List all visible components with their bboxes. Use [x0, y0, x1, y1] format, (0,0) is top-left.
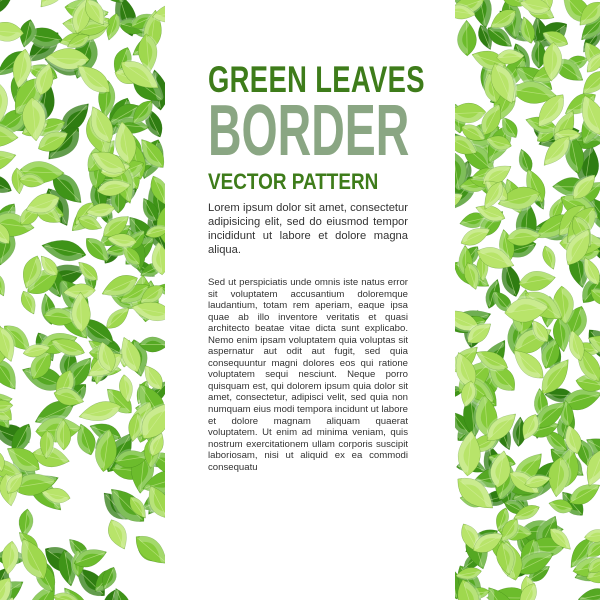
leaf-icon	[577, 586, 600, 600]
leaf-icon	[0, 269, 9, 298]
title-green-leaves: GREEN LEAVES	[208, 59, 425, 100]
leaf-icon	[457, 20, 477, 56]
body-paragraph: Sed ut perspiciatis unde omnis iste natus error sit voluptatem accusantium doloremque laudantium, totam rem aperiam, eaque ipsa quae ab illo inventore veritatis et quasi architecto beatae vitae dicta sunt explicabo. Nemo enim ipsam voluptatem quia voluptas sit aspernatur aut odit aut fugit, sed quia consequuntur magni dolores eos qui ratione voluptatem sequi nesciunt. Neque porro quisquam est, qui dolorem ipsum quia dolor sit amet, consectetur, adipisci velit, sed quia non numquam eius modi tempora incidunt ut labore et dolore magnam aliquam quaerat voluptatem. Ut enim ad minima veniam, quis nostrum exercitationem ullam corporis suscipit laboriosam, nisi ut aliquid ex ea commodi consequatu	[208, 277, 408, 473]
leaf-icon	[130, 529, 165, 571]
leaf-icon	[0, 0, 18, 20]
right-leaf-border	[455, 0, 600, 600]
intro-paragraph: Lorem ipsum dolor sit amet, consectetur adipisicing elit, sed do eiusmod tempor incididunt ut labore et dolore magna aliqua.	[208, 202, 408, 256]
leaf-icon	[104, 516, 133, 552]
right-leaves-illustration	[455, 0, 600, 600]
leaf-icon	[517, 268, 557, 294]
leaf-icon	[540, 244, 559, 271]
text-column	[208, 59, 425, 473]
title-vector-pattern: VECTOR PATTERN	[208, 169, 379, 194]
left-leaves-illustration	[0, 0, 165, 600]
title-border: BORDER	[208, 91, 410, 171]
leaf-icon	[0, 400, 13, 413]
leaf-icon	[515, 147, 535, 175]
left-leaf-border	[0, 0, 165, 600]
